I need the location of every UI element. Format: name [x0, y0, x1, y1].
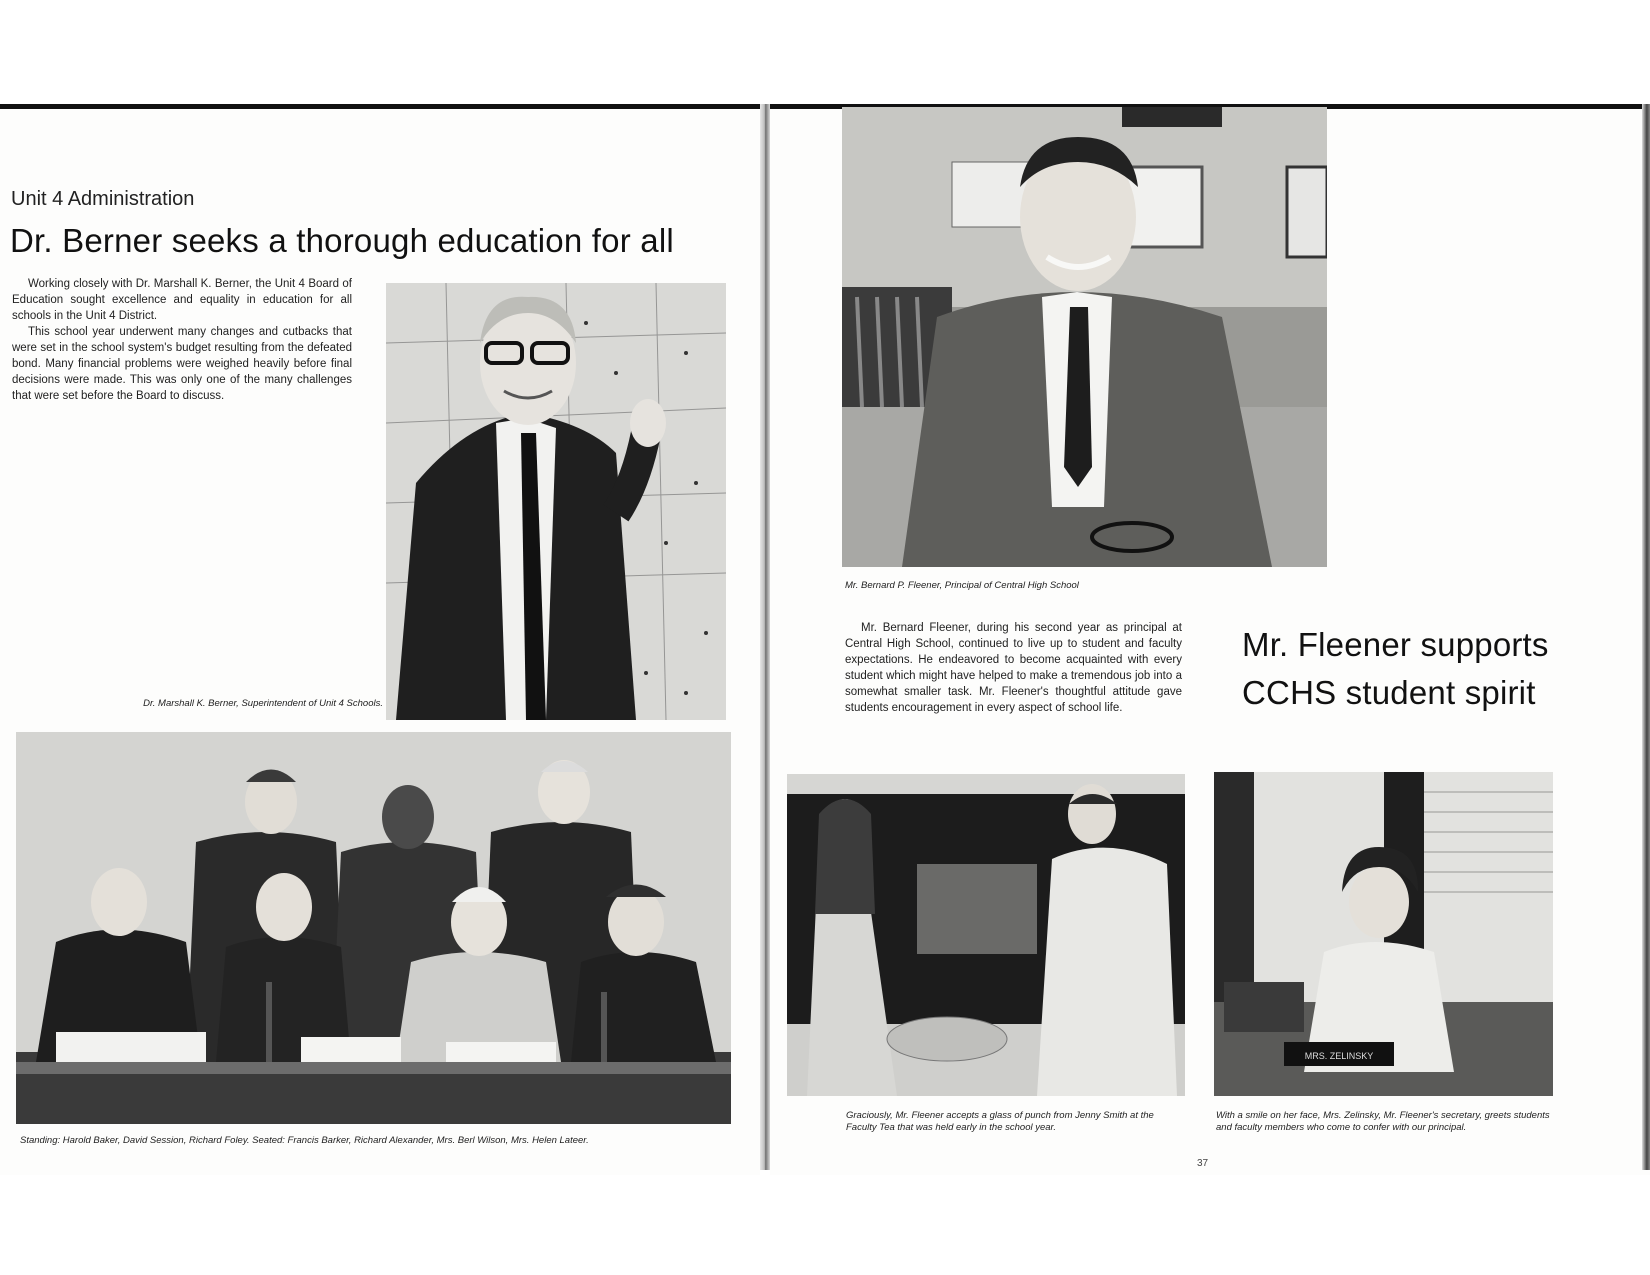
- fleener-body-paragraph: Mr. Bernard Fleener, during his second year as principal at Central High School, continued to live up to student and faculty expectations. He endeavored to become acquainted with every student which might have helped to make a tremendous job into a somewhat smaller task. Mr. Fleener's thoughtful attitude gave students encouragement in every aspect of school life.: [845, 622, 1182, 714]
- right-headline-line-1: Mr. Fleener supports: [1242, 626, 1549, 663]
- page-number: 37: [1197, 1158, 1209, 1169]
- page-edge: [1642, 104, 1650, 1170]
- berner-photo: [386, 283, 726, 720]
- faculty-tea-photo: [787, 774, 1185, 1096]
- book-gutter: [760, 104, 770, 1170]
- board-photo: [16, 732, 731, 1124]
- faculty-tea-caption: Graciously, Mr. Fleener accepts a glass of punch from Jenny Smith at the Faculty Tea that was held early in the school year.: [846, 1110, 1154, 1133]
- section-label: Unit 4 Administration: [11, 188, 195, 210]
- left-body-paragraph-2: This school year underwent many changes and cutbacks that were set in the school system's budget resulting from the defeated bond. Many financial problems were weighed heavily before final decisions were made. This was only one of the many challenges that were set before the Board to discuss.: [12, 326, 352, 402]
- fleener-body-text: [845, 620, 1182, 716]
- left-body-text: [12, 276, 352, 404]
- nameplate-text: MRS. ZELINSKY: [1304, 1051, 1374, 1061]
- berner-caption: Dr. Marshall K. Berner, Superintendent of Unit 4 Schools.: [143, 698, 383, 709]
- secretary-caption: With a smile on her face, Mrs. Zelinsky, Mr. Fleener's secretary, greets students and faculty members who come to confer with our principal.: [1216, 1110, 1550, 1133]
- left-body-paragraph-1: Working closely with Dr. Marshall K. Berner, the Unit 4 Board of Education sought excellence and equality in education for all schools in the Unit 4 District.: [12, 278, 352, 322]
- secretary-photo: [1214, 772, 1553, 1096]
- fleener-photo: [842, 107, 1327, 567]
- board-caption: Standing: Harold Baker, David Session, Richard Foley. Seated: Francis Barker, Richard Alexander, Mrs. Berl Wilson, Mrs. Helen Lateer.: [20, 1135, 589, 1146]
- left-headline: Dr. Berner seeks a thorough education for all: [10, 222, 674, 259]
- fleener-caption: Mr. Bernard P. Fleener, Principal of Central High School: [845, 580, 1079, 591]
- right-headline-line-2: CCHS student spirit: [1242, 674, 1536, 711]
